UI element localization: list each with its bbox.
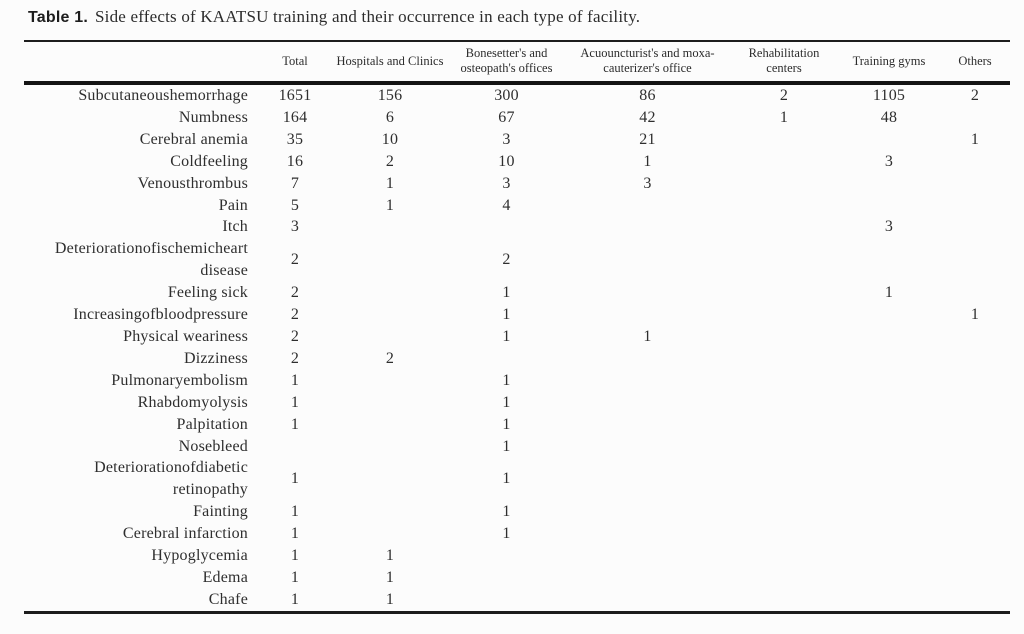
occurrence-cell: [940, 545, 1010, 567]
occurrence-cell: 1: [290, 470, 300, 488]
occurrence-cell: [838, 348, 940, 370]
occurrence-cell: [730, 282, 838, 304]
table-row: [24, 392, 1010, 414]
occurrence-cell: [565, 523, 730, 545]
occurrence-cell: [838, 436, 940, 458]
side-effect-label: Feeling sick: [167, 284, 248, 302]
occurrence-cell: 1: [290, 503, 300, 521]
occurrence-cell: [940, 348, 1010, 370]
occurrence-cell: [565, 589, 730, 612]
occurrence-cell: [940, 238, 1010, 282]
occurrence-cell: [838, 238, 940, 282]
occurrence-cell: 1105: [872, 87, 906, 104]
occurrence-cell: [730, 589, 838, 612]
occurrence-cell: [838, 414, 940, 436]
table-row: [24, 348, 1010, 370]
occurrence-cell: 1: [385, 174, 395, 192]
column-header-total: Total: [258, 41, 332, 83]
occurrence-cell: 156: [377, 87, 403, 104]
occurrence-cell: [565, 370, 730, 392]
side-effects-table: [24, 40, 1010, 614]
occurrence-cell: [838, 523, 940, 545]
occurrence-cell: 2: [779, 87, 789, 104]
side-effect-label: Cerebral infarction: [122, 525, 248, 543]
occurrence-cell: [730, 326, 838, 348]
table-row: [24, 216, 1010, 238]
occurrence-cell: [940, 567, 1010, 589]
occurrence-cell: [730, 545, 838, 567]
side-effect-label: Nosebleed: [178, 437, 248, 455]
occurrence-cell: [565, 195, 730, 217]
occurrence-cell: [940, 370, 1010, 392]
side-effect-label: Rhabdomyolysis: [137, 393, 248, 411]
table-row: [24, 414, 1010, 436]
occurrence-cell: 1: [290, 590, 300, 608]
occurrence-cell: [332, 436, 448, 458]
occurrence-cell: [838, 392, 940, 414]
occurrence-cell: [730, 392, 838, 414]
occurrence-cell: [565, 501, 730, 523]
occurrence-cell: [838, 545, 940, 567]
occurrence-cell: [730, 238, 838, 282]
occurrence-cell: [730, 523, 838, 545]
occurrence-cell: [838, 501, 940, 523]
occurrence-cell: 1: [502, 393, 511, 411]
occurrence-cell: 21: [639, 130, 656, 148]
occurrence-cell: [940, 195, 1010, 217]
occurrence-cell: 1: [502, 327, 511, 345]
occurrence-cell: 3: [290, 218, 300, 236]
side-effect-label: Physical weariness: [123, 327, 248, 345]
occurrence-cell: [565, 567, 730, 589]
occurrence-cell: [838, 589, 940, 612]
occurrence-cell: [565, 545, 730, 567]
occurrence-cell: 1: [884, 284, 894, 302]
table-row: [24, 545, 1010, 567]
occurrence-cell: [730, 457, 838, 501]
occurrence-cell: 35: [286, 130, 304, 148]
occurrence-cell: 1: [502, 306, 511, 324]
occurrence-cell: [730, 348, 838, 370]
occurrence-cell: [730, 370, 838, 392]
occurrence-cell: 1: [502, 284, 511, 302]
column-header-side-effect: [24, 41, 258, 83]
side-effect-label: Chafe: [208, 590, 248, 608]
occurrence-cell: 1: [643, 152, 652, 170]
table-row: [24, 326, 1010, 348]
occurrence-cell: [940, 457, 1010, 501]
occurrence-cell: [838, 304, 940, 326]
table-row: [24, 304, 1010, 326]
occurrence-cell: 10: [381, 130, 399, 148]
occurrence-cell: [730, 173, 838, 195]
occurrence-cell: 7: [290, 174, 300, 192]
occurrence-cell: 1: [502, 415, 511, 433]
occurrence-cell: 1: [290, 415, 300, 433]
occurrence-cell: [730, 304, 838, 326]
occurrence-cell: 10: [498, 152, 515, 170]
occurrence-cell: 67: [498, 108, 515, 126]
column-header-rehabilitation-centers: Rehabilitation centers: [730, 41, 838, 83]
occurrence-cell: 2: [290, 349, 300, 367]
occurrence-cell: [332, 326, 448, 348]
occurrence-cell: 164: [282, 108, 308, 126]
occurrence-cell: [332, 238, 448, 282]
side-effect-label: Dizziness: [183, 349, 248, 367]
occurrence-cell: 16: [286, 152, 304, 170]
side-effect-label: Venousthrombus: [137, 174, 248, 192]
occurrence-cell: [940, 589, 1010, 612]
column-header-hospitals-clinics: Hospitals and Clinics: [332, 41, 448, 83]
occurrence-cell: 3: [502, 130, 511, 148]
side-effect-label: Fainting: [193, 503, 248, 521]
occurrence-cell: [565, 414, 730, 436]
side-effect-label: Cerebral anemia: [139, 130, 248, 148]
occurrence-cell: 1: [385, 568, 395, 586]
occurrence-cell: [730, 195, 838, 217]
occurrence-cell: 1: [290, 568, 300, 586]
occurrence-cell: [730, 567, 838, 589]
occurrence-cell: 2: [385, 349, 395, 367]
side-effect-label: Coldfeeling: [170, 152, 248, 170]
occurrence-cell: [940, 173, 1010, 195]
side-effect-label: Palpitation: [176, 415, 248, 433]
occurrence-cell: 42: [639, 108, 656, 126]
occurrence-cell: [448, 567, 565, 589]
occurrence-cell: [940, 392, 1010, 414]
occurrence-cell: [332, 282, 448, 304]
occurrence-cell: [838, 326, 940, 348]
column-header-bonesetters-osteopaths: Bonesetter's and osteopath's offices: [448, 41, 565, 83]
occurrence-cell: [332, 392, 448, 414]
occurrence-cell: [730, 129, 838, 151]
occurrence-cell: 3: [643, 174, 652, 192]
table-row: [24, 107, 1010, 129]
occurrence-cell: 6: [385, 108, 395, 126]
occurrence-cell: [730, 501, 838, 523]
occurrence-cell: 3: [884, 218, 894, 236]
occurrence-cell: 1: [502, 371, 511, 389]
occurrence-cell: [332, 216, 448, 238]
occurrence-cell: 1: [502, 503, 511, 521]
occurrence-cell: 1: [290, 525, 300, 543]
occurrence-cell: [448, 216, 565, 238]
side-effect-label: Pain: [218, 196, 248, 214]
side-effect-label: Edema: [202, 568, 248, 586]
occurrence-cell: [730, 436, 838, 458]
occurrence-cell: 1: [502, 437, 511, 455]
occurrence-cell: 1: [385, 547, 395, 565]
occurrence-cell: 2: [290, 251, 300, 269]
occurrence-cell: [940, 414, 1010, 436]
occurrence-cell: 2: [385, 152, 395, 170]
table-row: [24, 523, 1010, 545]
column-header-others: Others: [940, 41, 1010, 83]
occurrence-cell: [940, 216, 1010, 238]
occurrence-cell: [730, 216, 838, 238]
occurrence-cell: 1: [385, 590, 395, 608]
side-effect-label: Deteriorationofdiabetic retinopathy: [94, 459, 248, 499]
column-header-acupuncturists-moxa: Acuouncturist's and moxa-cauterizer's office: [565, 41, 730, 83]
occurrence-cell: [838, 129, 940, 151]
side-effect-label: Itch: [222, 218, 248, 236]
occurrence-cell: [258, 436, 332, 458]
occurrence-cell: 1: [970, 130, 980, 148]
occurrence-cell: [940, 151, 1010, 173]
table-caption-text: Side effects of KAATSU training and their occurrence in each type of facility.: [95, 7, 641, 26]
occurrence-cell: 1651: [278, 87, 312, 104]
table-row: [24, 457, 1010, 501]
column-header-training-gyms: Training gyms: [838, 41, 940, 83]
occurrence-cell: 3: [884, 152, 894, 170]
occurrence-cell: [940, 282, 1010, 304]
occurrence-cell: [332, 370, 448, 392]
occurrence-cell: [448, 589, 565, 612]
side-effect-label: Deteriorationofischemicheart disease: [54, 240, 248, 280]
occurrence-cell: [565, 392, 730, 414]
occurrence-cell: [565, 304, 730, 326]
occurrence-cell: [940, 326, 1010, 348]
occurrence-cell: [940, 501, 1010, 523]
occurrence-cell: 1: [970, 306, 980, 324]
occurrence-cell: [565, 348, 730, 370]
side-effect-label: Subcutaneoushemorrhage: [78, 87, 248, 104]
occurrence-cell: [838, 457, 940, 501]
occurrence-cell: 86: [639, 87, 656, 104]
occurrence-cell: 1: [779, 108, 789, 126]
table-row: [24, 567, 1010, 589]
occurrence-cell: [448, 545, 565, 567]
occurrence-cell: [838, 567, 940, 589]
occurrence-cell: 2: [502, 251, 511, 269]
table-row: [24, 238, 1010, 282]
occurrence-cell: 5: [290, 196, 300, 214]
occurrence-cell: [565, 282, 730, 304]
side-effect-label: Hypoglycemia: [151, 547, 248, 565]
occurrence-cell: [730, 414, 838, 436]
occurrence-cell: 3: [502, 174, 511, 192]
table-row: [24, 83, 1010, 107]
table-row: [24, 501, 1010, 523]
occurrence-cell: [940, 523, 1010, 545]
occurrence-cell: 48: [880, 108, 898, 126]
occurrence-cell: [332, 304, 448, 326]
occurrence-cell: 2: [290, 284, 300, 302]
table-caption: [28, 7, 988, 27]
occurrence-cell: 2: [290, 306, 300, 324]
table-body: [24, 83, 1010, 612]
occurrence-cell: 1: [643, 327, 652, 345]
occurrence-cell: [730, 151, 838, 173]
occurrence-cell: [332, 457, 448, 501]
occurrence-cell: 2: [290, 327, 300, 345]
occurrence-cell: 1: [290, 393, 300, 411]
table-row: [24, 370, 1010, 392]
occurrence-cell: [332, 523, 448, 545]
occurrence-cell: [838, 195, 940, 217]
occurrence-cell: 1: [290, 547, 300, 565]
occurrence-cell: [565, 457, 730, 501]
table-caption-number: Table 1.: [28, 9, 88, 26]
occurrence-cell: [332, 501, 448, 523]
occurrence-cell: [838, 370, 940, 392]
occurrence-cell: [332, 414, 448, 436]
occurrence-cell: 4: [502, 196, 511, 214]
occurrence-cell: [940, 107, 1010, 129]
table-row: [24, 173, 1010, 195]
occurrence-cell: 1: [290, 371, 300, 389]
table-row: [24, 282, 1010, 304]
occurrence-cell: 300: [494, 87, 519, 104]
occurrence-cell: [565, 238, 730, 282]
side-effect-label: Numbness: [178, 108, 248, 126]
side-effect-label: Increasingofbloodpressure: [73, 306, 248, 324]
occurrence-cell: [565, 436, 730, 458]
table-row: [24, 589, 1010, 612]
occurrence-cell: [448, 348, 565, 370]
table-row: [24, 436, 1010, 458]
occurrence-cell: 2: [970, 87, 980, 104]
table-row: [24, 129, 1010, 151]
header-row: [24, 41, 1010, 83]
occurrence-cell: [565, 216, 730, 238]
occurrence-cell: 1: [502, 470, 511, 488]
occurrence-cell: [940, 436, 1010, 458]
table-row: [24, 151, 1010, 173]
occurrence-cell: 1: [502, 525, 511, 543]
occurrence-cell: 1: [385, 196, 395, 214]
table-row: [24, 195, 1010, 217]
side-effect-label: Pulmonaryembolism: [111, 371, 248, 389]
occurrence-cell: [838, 173, 940, 195]
